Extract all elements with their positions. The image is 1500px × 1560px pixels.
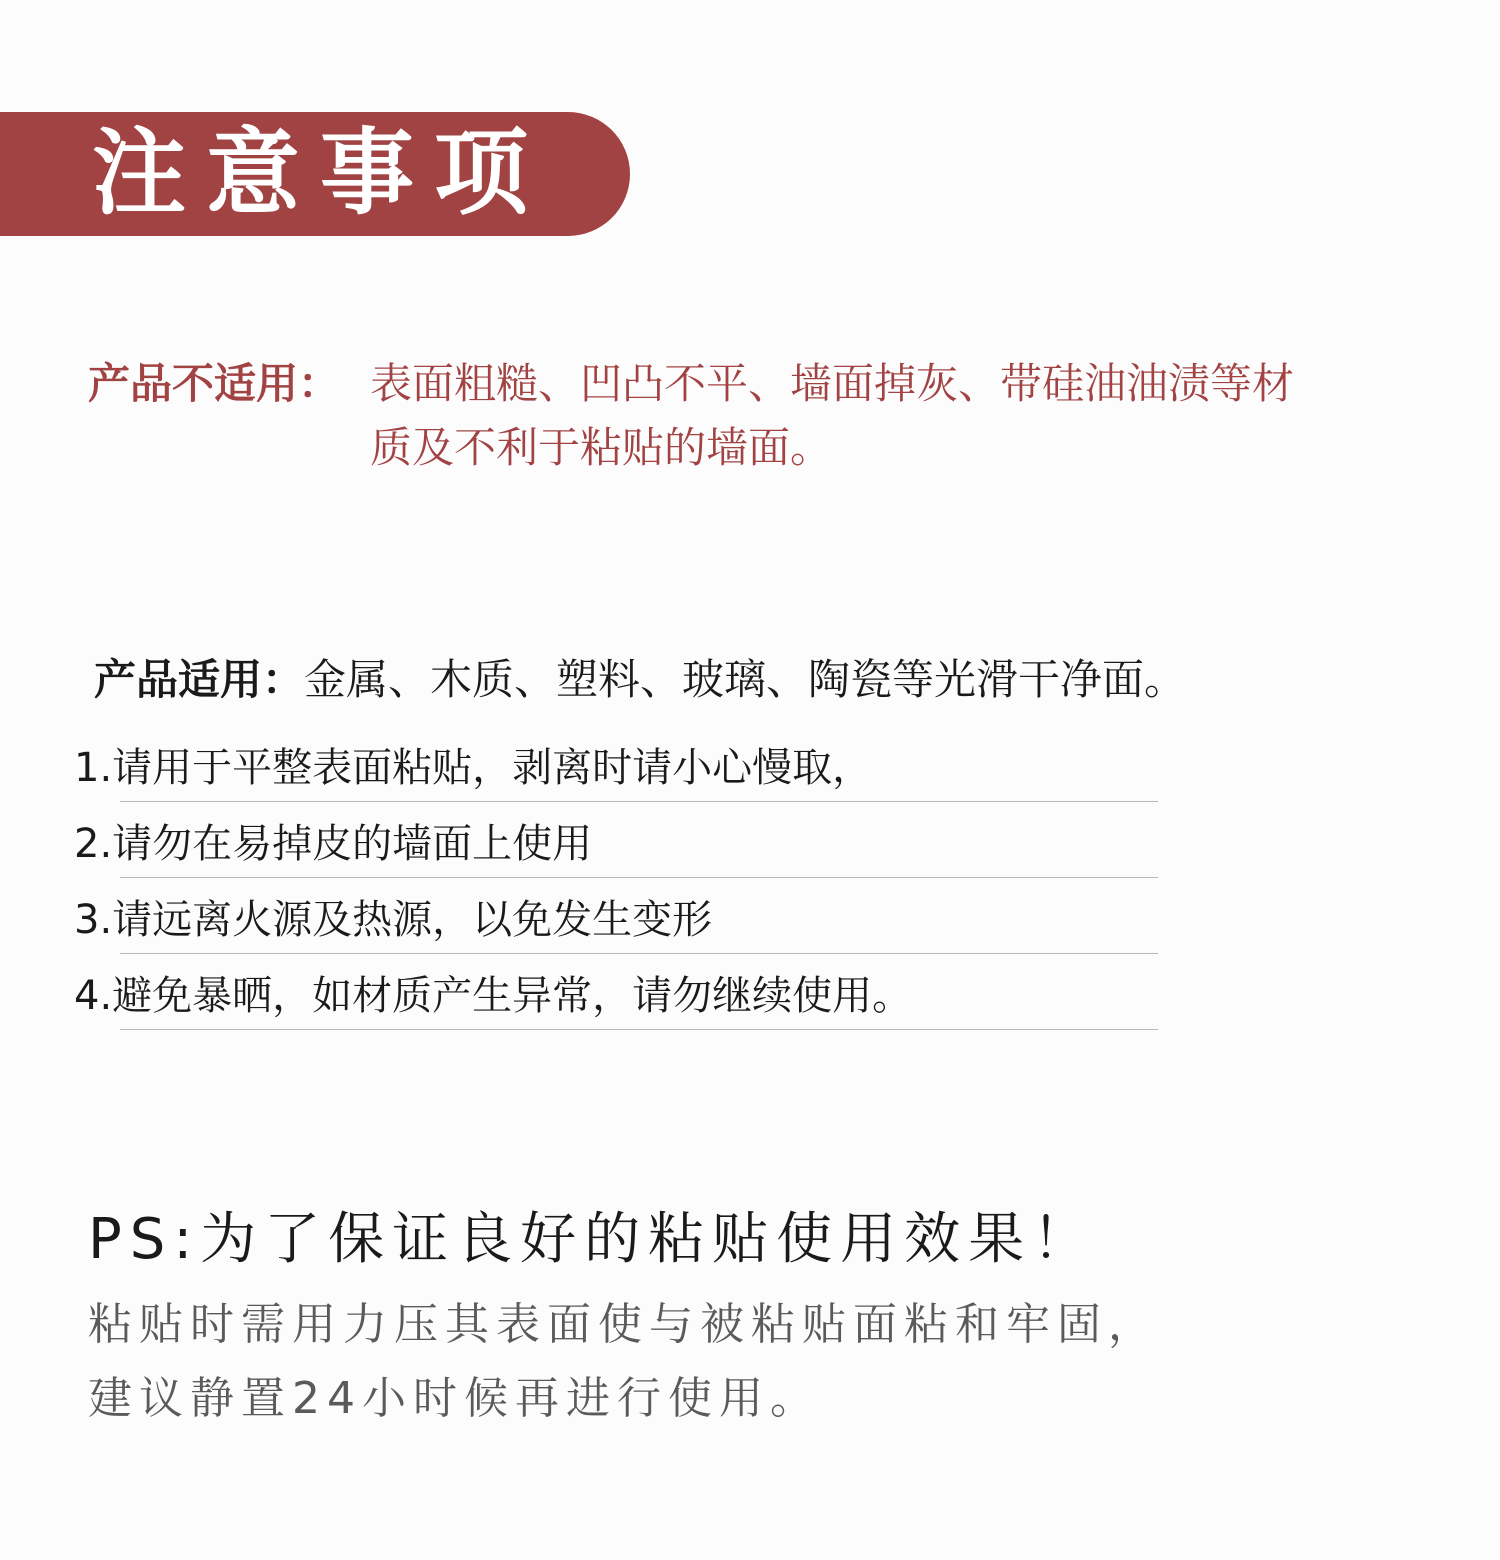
notes-list	[74, 734, 1164, 1038]
list-item	[74, 962, 1164, 1038]
unsuitable-label: 产品不适用：	[88, 359, 341, 408]
divider	[120, 801, 1158, 802]
note-text: 2.请勿在易掉皮的墙面上使用	[74, 821, 593, 867]
suitable-label: 产品适用：	[94, 655, 305, 704]
note-text: 4.避免暴晒，如材质产生异常，请勿继续使用。	[74, 973, 913, 1019]
divider	[120, 877, 1158, 878]
ps-line-1: 粘贴时需用力压其表面使与被粘贴面粘和牢固，	[88, 1299, 1159, 1350]
note-text: 1.请用于平整表面粘贴，剥离时请小心慢取，	[74, 745, 873, 791]
unsuitable-text: 表面粗糙、凹凸不平、墙面掉灰、带硅油油渍等材质及不利于粘贴的墙面。	[370, 359, 1295, 472]
divider	[120, 953, 1158, 954]
title-banner	[0, 112, 630, 236]
suitable-section	[94, 648, 1186, 712]
ps-line-2: 建议静置24小时候再进行使用。	[88, 1373, 821, 1424]
list-item	[74, 810, 1164, 886]
list-item	[74, 734, 1164, 810]
ps-title: PS:为了保证良好的粘贴使用效果！	[88, 1207, 1097, 1272]
divider	[120, 1029, 1158, 1030]
list-item	[74, 886, 1164, 962]
page-title: 注意事项	[92, 119, 549, 228]
note-text: 3.请远离火源及热源，以免发生变形	[74, 897, 713, 943]
suitable-text: 金属、木质、塑料、玻璃、陶瓷等光滑干净面。	[304, 655, 1187, 704]
ps-body	[88, 1288, 1159, 1436]
